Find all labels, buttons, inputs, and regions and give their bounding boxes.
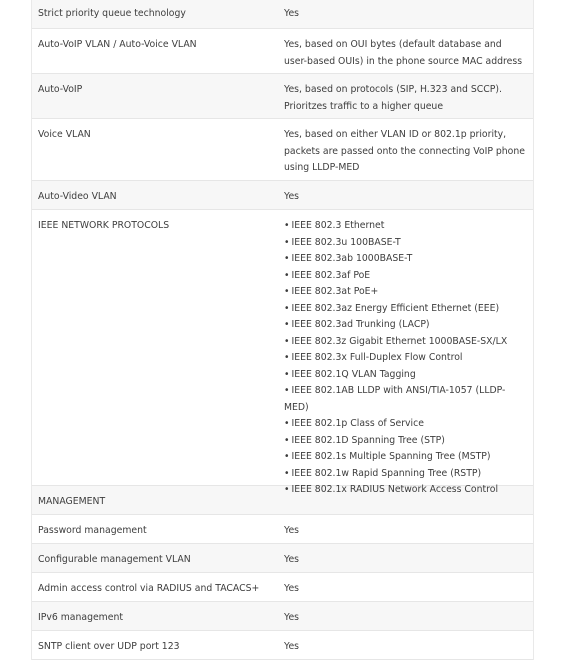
- protocol-item: [284, 218, 525, 235]
- protocol-item: [284, 284, 525, 301]
- bullet-icon: •: [284, 220, 290, 231]
- spec-row-sntp-client: [32, 631, 533, 660]
- protocol-text: IEEE 802.1w Rapid Spanning Tree (RSTP): [291, 467, 482, 479]
- spec-value: Yes, based on protocols (SIP, H.323 and SCCP). Prioritzes traffic to a higher queue: [284, 84, 502, 112]
- protocol-item: [284, 301, 525, 318]
- protocol-item: [284, 416, 525, 433]
- protocol-item: [284, 383, 525, 416]
- protocol-item: [284, 466, 525, 483]
- bullet-icon: •: [284, 484, 290, 495]
- section-heading-management: [32, 486, 533, 515]
- protocol-list: [284, 218, 525, 499]
- spec-value: Yes: [284, 554, 300, 565]
- section-heading: MANAGEMENT: [38, 496, 106, 507]
- bullet-icon: •: [284, 302, 290, 314]
- protocol-text: IEEE 802.3az Energy Efficient Ethernet (EEE): [291, 302, 500, 314]
- protocol-text: IEEE 802.3z Gigabit Ethernet 1000BASE-SX/LX: [291, 335, 508, 347]
- spec-label: Auto-Video VLAN: [38, 191, 117, 202]
- bullet-icon: •: [284, 269, 290, 281]
- bullet-icon: •: [284, 286, 290, 297]
- bullet-icon: •: [284, 319, 290, 330]
- bullet-icon: •: [284, 418, 290, 429]
- protocol-item: [284, 334, 525, 351]
- spec-row-ipv6-management: [32, 602, 533, 631]
- spec-label: Password management: [38, 525, 147, 536]
- spec-row-auto-video-vlan: [32, 181, 533, 210]
- protocol-text: IEEE 802.3x Full-Duplex Flow Control: [291, 352, 463, 363]
- protocol-text: IEEE 802.1x RADIUS Network Access Control: [291, 484, 499, 495]
- protocol-item: [284, 433, 525, 450]
- spec-label: Admin access control via RADIUS and TACACS+: [38, 583, 260, 594]
- bullet-icon: •: [284, 434, 290, 446]
- bullet-icon: •: [284, 467, 290, 479]
- protocol-item: [284, 251, 525, 268]
- spec-value: Yes, based on OUI bytes (default database and user-based OUIs) in the phone source MAC address: [284, 39, 523, 67]
- protocol-text: IEEE 802.1s Multiple Spanning Tree (MSTP): [291, 451, 491, 462]
- spec-value: Yes: [284, 8, 300, 19]
- spec-label: SNTP client over UDP port 123: [38, 641, 180, 652]
- spec-row-admin-access: [32, 573, 533, 602]
- protocol-item: [284, 268, 525, 285]
- protocol-text: IEEE 802.1Q VLAN Tagging: [291, 368, 416, 380]
- protocol-text: IEEE 802.3ab 1000BASE-T: [291, 253, 413, 264]
- spec-value: Yes: [284, 191, 300, 202]
- spec-row-strict-priority: [32, 0, 533, 29]
- spec-value: Yes: [284, 612, 300, 623]
- bullet-icon: •: [284, 385, 290, 396]
- bullet-icon: •: [284, 451, 290, 462]
- spec-value: Yes: [284, 525, 300, 536]
- spec-row-password-management: [32, 515, 533, 544]
- protocol-item: [284, 367, 525, 384]
- bullet-icon: •: [284, 253, 290, 264]
- spec-label: IPv6 management: [38, 612, 123, 623]
- protocol-item: [284, 449, 525, 466]
- spec-label: Auto-VoIP VLAN / Auto-Voice VLAN: [38, 39, 197, 50]
- spec-row-management-vlan: [32, 544, 533, 573]
- spec-value: Yes, based on either VLAN ID or 802.1p priority, packets are passed onto the connecting VoIP phone using LLDP-MED: [284, 129, 525, 173]
- bullet-icon: •: [284, 368, 290, 380]
- spec-value: [277, 210, 533, 495]
- bullet-icon: •: [284, 335, 290, 347]
- bullet-icon: •: [284, 352, 290, 363]
- spec-row-auto-voip-vlan: [32, 29, 533, 74]
- bullet-icon: •: [284, 236, 290, 248]
- spec-value: Yes: [284, 641, 300, 652]
- spec-label: IEEE NETWORK PROTOCOLS: [38, 220, 170, 231]
- spec-label: Voice VLAN: [38, 129, 91, 140]
- protocol-text: IEEE 802.1D Spanning Tree (STP): [291, 434, 445, 446]
- protocol-item: [284, 317, 525, 334]
- protocol-text: IEEE 802.3u 100BASE-T: [291, 236, 401, 248]
- protocol-text: IEEE 802.3af PoE: [291, 269, 371, 281]
- spec-value: Yes: [284, 583, 300, 594]
- spec-table: [31, 0, 534, 660]
- protocol-item: [284, 235, 525, 252]
- spec-label: Configurable management VLAN: [38, 554, 191, 565]
- protocol-text: IEEE 802.3ad Trunking (LACP): [291, 319, 430, 330]
- protocol-text: IEEE 802.1AB LLDP with ANSI/TIA-1057 (LLDP-MED): [284, 385, 506, 413]
- protocol-text: IEEE 802.1p Class of Service: [291, 418, 424, 429]
- spec-row-voice-vlan: [32, 119, 533, 181]
- protocol-text: IEEE 802.3at PoE+: [291, 286, 379, 297]
- spec-label: Auto-VoIP: [38, 84, 83, 95]
- spec-row-ieee-protocols: [32, 210, 533, 495]
- protocol-text: IEEE 802.3 Ethernet: [291, 220, 385, 231]
- protocol-item: [284, 350, 525, 367]
- spec-row-auto-voip: [32, 74, 533, 119]
- spec-label: Strict priority queue technology: [38, 8, 186, 19]
